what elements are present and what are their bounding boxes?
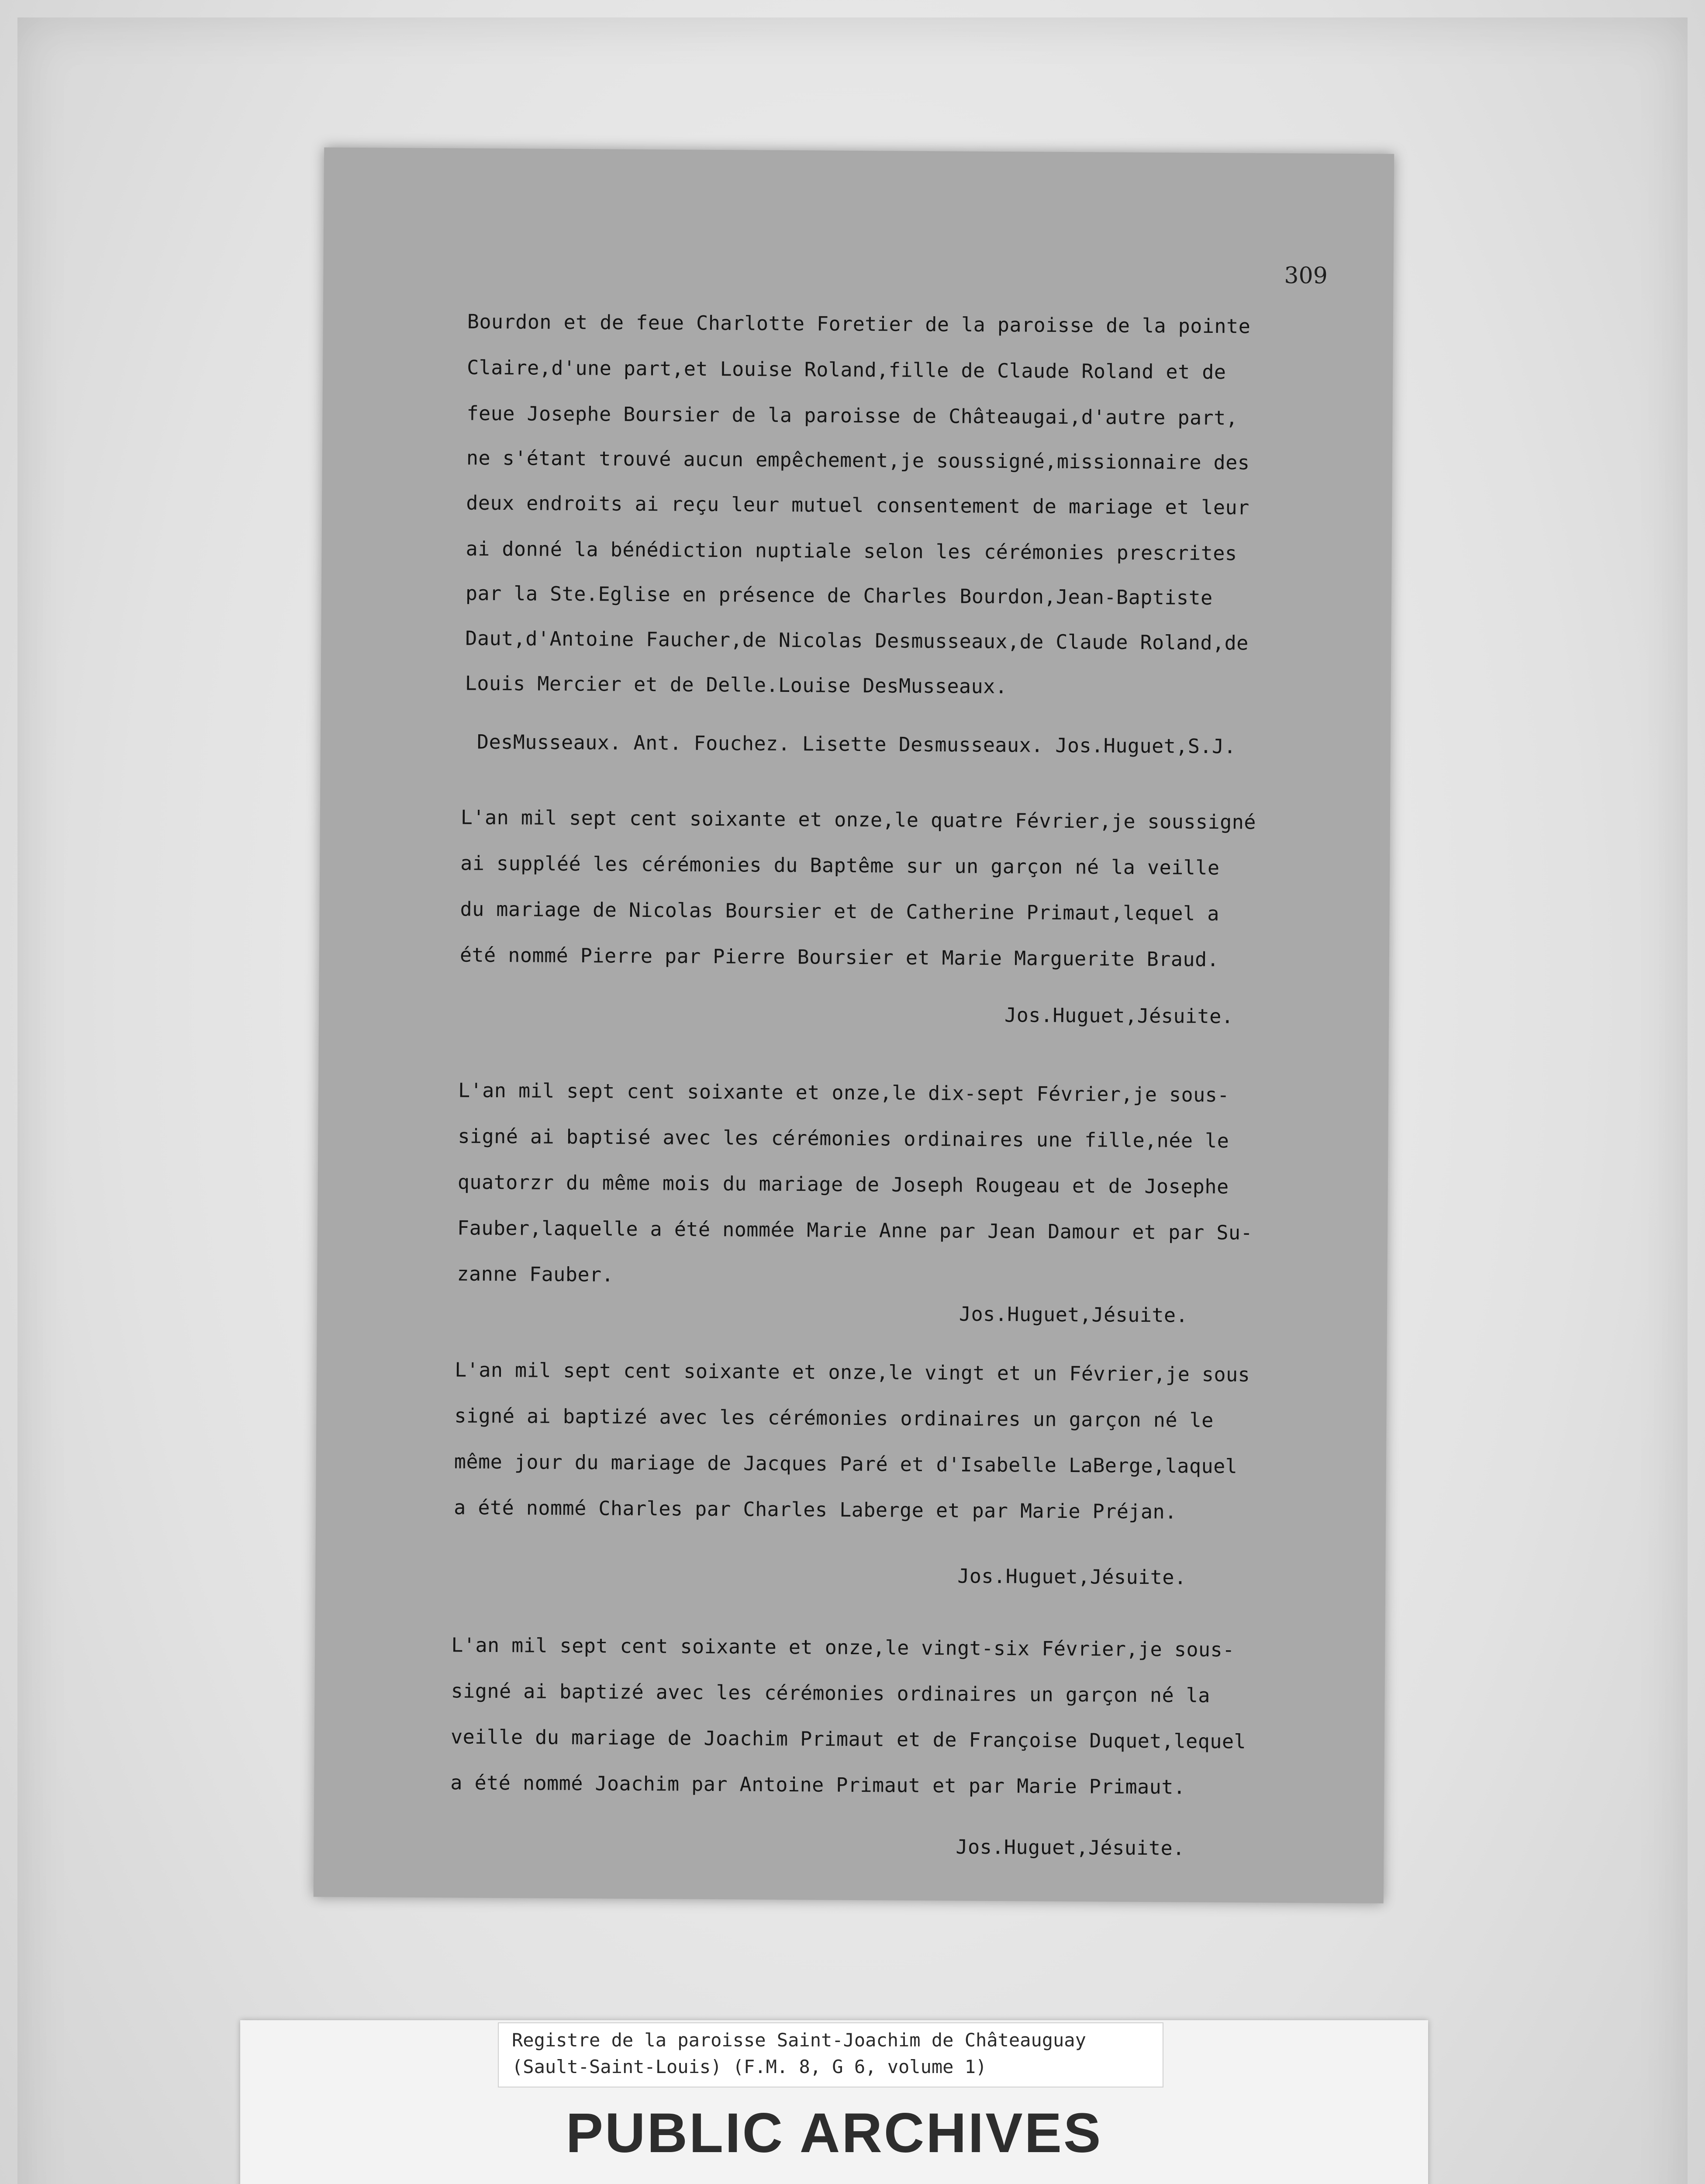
text-line: par la Ste.Eglise en présence de Charles Bourdon,Jean-Baptiste: [465, 581, 1213, 610]
stamp-public-archives: PUBLIC ARCHIVES: [566, 2102, 1103, 2164]
text-line: a été nommé Joachim par Antoine Primaut et par Marie Primaut.: [450, 1771, 1186, 1799]
text-line: Daut,d'Antoine Faucher,de Nicolas Desmusseaux,de Claude Roland,de: [465, 626, 1249, 655]
text-line: ai donné la bénédiction nuptiale selon les cérémonies prescrites: [466, 537, 1237, 565]
text-line: ne s'étant trouvé aucun empêchement,je soussigné,missionnaire des: [466, 446, 1250, 474]
text-line: signé ai baptizé avec les cérémonies ordinaires un garçon né la: [451, 1679, 1211, 1707]
signature-huguet: Jos.Huguet,Jésuite.: [957, 1564, 1187, 1589]
text-line: quatorzr du même mois du mariage de Joseph Rougeau et de Josephe: [457, 1170, 1229, 1199]
caption-reference: (Sault-Saint-Louis) (F.M. 8, G 6, volume 1): [512, 2056, 987, 2077]
text-line: signé ai baptizé avec les cérémonies ordinaires un garçon né le: [454, 1404, 1214, 1432]
text-line: veille du mariage de Joachim Primaut et de Françoise Duquet,lequel: [450, 1725, 1246, 1753]
text-line: L'an mil sept cent soixante et onze,le dix-sept Février,je sous-: [458, 1078, 1230, 1107]
signature-huguet: Jos.Huguet,Jésuite.: [956, 1835, 1185, 1860]
text-line: a été nommé Charles par Charles Laberge et par Marie Préjan.: [454, 1496, 1177, 1524]
text-line: L'an mil sept cent soixante et onze,le vingt-six Février,je sous-: [451, 1633, 1235, 1662]
text-line: zanne Fauber.: [457, 1262, 614, 1286]
text-line: Fauber,laquelle a été nommée Marie Anne par Jean Damour et par Su-: [457, 1216, 1253, 1244]
signature-huguet: Jos.Huguet,Jésuite.: [1004, 1003, 1234, 1028]
text-line: L'an mil sept cent soixante et onze,le quatre Février,je soussigné: [460, 805, 1256, 834]
text-line: Louis Mercier et de Delle.Louise DesMusseaux.: [465, 671, 1008, 698]
typed-register-page: [314, 148, 1394, 1904]
text-line: ai suppléé les cérémonies du Baptême sur un garçon né la veille: [460, 851, 1220, 880]
text-line: L'an mil sept cent soixante et onze,le vingt et un Février,je sous: [455, 1358, 1250, 1386]
text-line: feue Josephe Boursier de la paroisse de Châteaugai,d'autre part,: [466, 401, 1238, 430]
caption-title: Registre de la paroisse Saint-Joachim de Châteauguay: [512, 2029, 1086, 2051]
text-line: Bourdon et de feue Charlotte Foretier de la paroisse de la pointe: [467, 310, 1251, 338]
text-line: été nommé Pierre par Pierre Boursier et Marie Marguerite Braud.: [459, 943, 1219, 971]
text-line: signé ai baptisé avec les cérémonies ordinaires une fille,née le: [458, 1124, 1229, 1153]
signature-huguet: Jos.Huguet,Jésuite.: [959, 1302, 1188, 1327]
register-text: [450, 310, 1384, 1860]
signatures-line: DesMusseaux. Ant. Fouchez. Lisette Desmusseaux. Jos.Huguet,S.J.: [476, 730, 1236, 758]
register-caption: [498, 2022, 1163, 2087]
text-line: Claire,d'une part,et Louise Roland,fille de Claude Roland et de: [467, 356, 1226, 384]
text-line: deux endroits ai reçu leur mutuel consentement de mariage et leur: [466, 491, 1249, 519]
page-number: 309: [1284, 262, 1328, 289]
text-line: du mariage de Nicolas Boursier et de Catherine Primaut,lequel a: [460, 897, 1220, 926]
text-line: même jour du mariage de Jacques Paré et d'Isabelle LaBerge,laquel: [454, 1450, 1238, 1478]
